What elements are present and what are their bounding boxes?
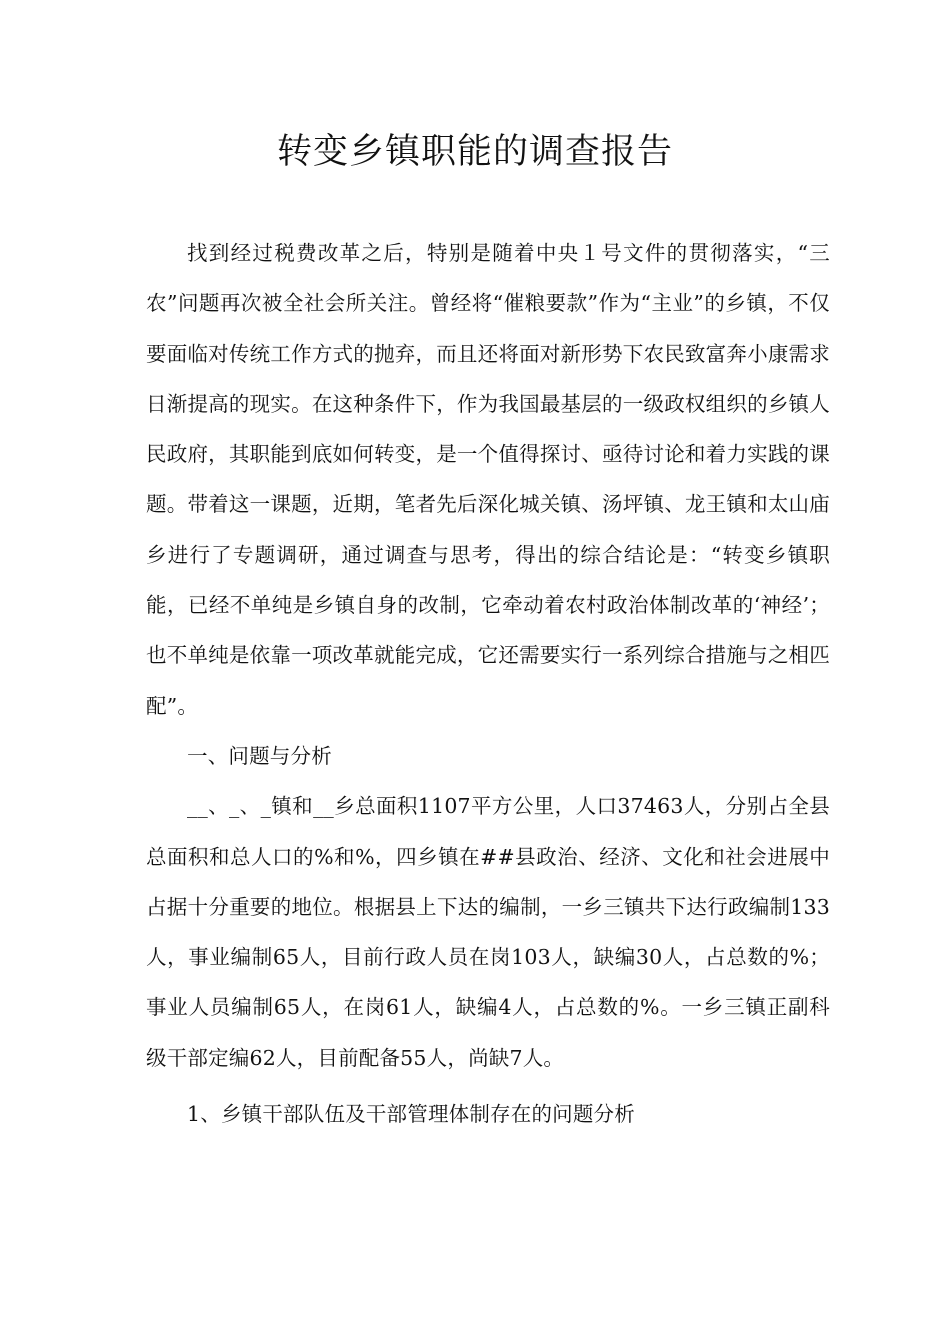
section-heading-problems: 一、问题与分析 — [187, 743, 332, 768]
statistics-paragraph: __、_、_镇和__乡总面积1107平方公里，人口37463人，分别占全县总面积和总人口的%和%，四乡镇在##县政治、经济、文化和社会进展中占据十分重要的地位。根据县上下达的编制，一乡三镇共下达行政编制133人，事业编制65人，目前行政人员在岗103人，缺编30人，占总数的%；事业人员编制65人，在岗61人，缺编4人，占总数的%。一乡三镇正副科级干部定编62人，目前配备55人，尚缺7人。 — [146, 794, 830, 1070]
document-title: 转变乡镇职能的调查报告 — [276, 132, 673, 172]
intro-paragraph: 找到经过税费改革之后，特别是随着中央１号文件的贯彻落实，“三农”问题再次被全社会所关注。曾经将“催粮要款”作为“主业”的乡镇，不仅要面临对传统工作方式的抛弃，而且还将面对新形势下农民致富奔小康需求日渐提高的现实。在这种条件下，作为我国最基层的一级政权组织的乡镇人民政府，其职能到底如何转变，是一个值得探讨、亟待讨论和着力实践的课题。带着这一课题，近期，笔者先后深化城关镇、汤坪镇、龙王镇和太山庙乡进行了专题调研，通过调查与思考，得出的综合结论是：“转变乡镇职能，已经不单纯是乡镇自身的改制，它牵动着农村政治体制改革的‘神经’；也不单纯是依靠一项改革就能完成，它还需要实行一系列综合措施与之相匹配”。 — [146, 241, 830, 718]
subsection-heading-cadre: 1、乡镇干部队伍及干部管理体制存在的问题分析 — [187, 1102, 635, 1127]
document-body — [146, 228, 830, 1139]
